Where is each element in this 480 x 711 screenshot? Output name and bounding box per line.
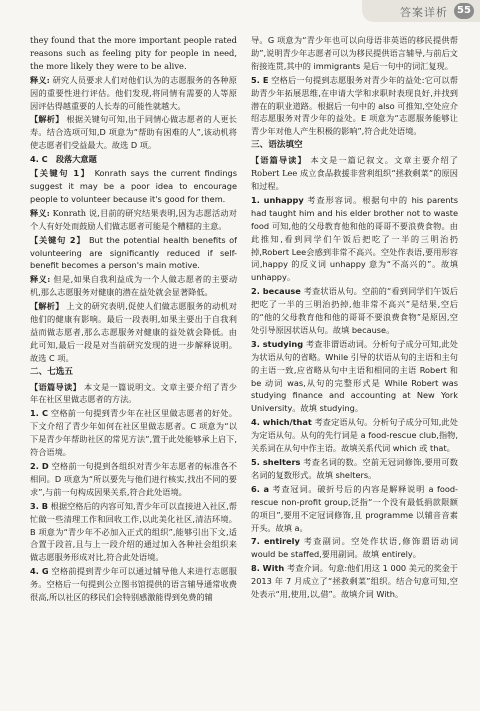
paragraph-text: Konrath 说,目前的研究结果表明,因为志愿活动对个人有好处而鼓励人们做志愿者可能是个糟糕的主意。 (30, 207, 237, 231)
paragraph-text: 根据空格后的内容可知,青少年可以直接进入社区,帮忙做一些清理工作和回收工作,以此美化社区,清洁环境。B 项意为“青少年不必加入正式的组织”,能够引出下文,适合置于段首,且与上一段介绍的通过加入各种社会组织来做志愿服务形成对比,符合此处语境。 (30, 500, 237, 563)
explanation-paragraph (251, 456, 458, 482)
paragraph-label: 4. which/that (251, 417, 312, 428)
paragraph-text: 考查介词。句意:他们用这 1 000 美元的奖金于 2013 年 7 月成立了“拯救剩菜”组织。结合句意可知,空处表示“用,使用,以,借”。故填介词 With。 (251, 563, 458, 600)
paragraph-text: 考查定语从句。分析句子成分可知,此处为定语从句。从句的先行词是 a food-rescue club,指物,关系词在从句中作主语。故填关系代词 which 或 that。 (251, 417, 458, 454)
paragraph-label: 释义: (30, 274, 51, 285)
header-title: 答案详析 (400, 6, 448, 19)
left-column (30, 34, 237, 704)
paragraph-label: 2. because (251, 286, 301, 297)
page-header (360, 0, 480, 22)
explanation-paragraph (251, 416, 458, 455)
paragraph-text: Konrath says the current findings suggest it may be a poor idea to encourage people to volunteer because it's good for them. (30, 168, 237, 204)
paragraph-text: 本文是一篇说明文。文章主要介绍了青少年在社区里做志愿者的方法。 (30, 381, 237, 405)
paragraph-label: 5. E (251, 74, 269, 85)
page-number: 55 (454, 3, 474, 19)
explanation-paragraph (30, 113, 237, 152)
explanation-paragraph (30, 300, 237, 365)
paragraph-text: 考查名词的数。空前无冠词修饰,要用可数名词的复数形式。故填 shelters。 (251, 457, 458, 480)
paragraph-text: 空格前提到青少年可以通过辅导他人来进行志愿服务。空格后一句提到公立图书馆提供的语言辅导通常收费很高,所以社区的移民们会特别感激能得到免费的辅 (30, 566, 237, 603)
paragraph-text: 研究人员要求人们对他们认为的志愿服务的各种原因的重要性进行评估。他们发现,将同情有需要的人等原因评估得越重要的人长寿的可能性就越大。 (30, 74, 237, 111)
text-columns (30, 34, 458, 704)
question-heading: 4. C 段落大意题 (30, 154, 97, 165)
translation-paragraph (30, 207, 237, 233)
paragraph-text: But the potential health benefits of volunteering are significantly reduced if self-benefit becomes a person's main motive. (30, 234, 237, 271)
translation-paragraph (30, 74, 237, 113)
explanation-paragraph (251, 535, 458, 561)
explanation-paragraph (30, 407, 237, 459)
explanation-paragraph (251, 34, 458, 73)
translation-paragraph (30, 381, 237, 407)
paragraph-text: 考查状语从句。空前的“看到同学们午饭后把吃了一半的三明治扔掉,他非常不高兴”是结果,空后的“他的父母教育他和他的哥哥不要浪费食物”是原因,空处引导原因状语从句。故填 because。 (251, 286, 458, 335)
paragraph-label: 1. C (30, 408, 48, 419)
paragraph-label: 【语篇导读】 (251, 155, 307, 166)
paragraph-label: 【关键句 1】 (30, 168, 91, 179)
paragraph-label: 3. studying (251, 338, 304, 349)
translation-paragraph (251, 154, 458, 193)
paragraph-label: 5. shelters (251, 457, 301, 467)
paragraph-text: 空格前一句提到青少年在社区里做志愿者的好处。下文介绍了青少年如何在社区里做志愿者。C 项意为“以下是青少年帮助社区的常见方法”,置于此处能够承上启下,符合语境。 (30, 408, 237, 458)
paragraph-text: 但是,如果自我利益成为一个人做志愿者的主要动机,那么志愿服务对健康的潜在益处就会显著降低。 (30, 274, 237, 298)
paragraph-text: 上文的研究表明,促使人们做志愿服务的动机对他们的健康有影响。最后一段表明,如果主要出于自我利益而做志愿者,那么志愿服务对健康的益处就会降低。由此可知,最后一段是对当前研究发现的进一步解释说明。故选 C 项。 (30, 301, 237, 363)
explanation-paragraph (251, 194, 458, 284)
paragraph-label: 释义: (30, 207, 50, 218)
explanation-paragraph (30, 167, 237, 206)
explanation-paragraph (251, 74, 458, 139)
paragraph-label: 【解析】 (30, 114, 64, 125)
translation-paragraph (30, 273, 237, 299)
explanation-paragraph (251, 562, 458, 601)
paragraph-label: 【解析】 (30, 301, 64, 312)
paragraph-text: 导。G 项意为“青少年也可以向母语非英语的移民提供帮助”,说明青少年志愿者可以为移民提供语言辅导,与前后文衔接连贯,其中的 immigrants 是后一句中的词汇复现。 (251, 35, 458, 71)
paragraph-label: 2. D (30, 461, 49, 471)
paragraph-label: 【关键句 2】 (30, 234, 86, 245)
paragraph-text: 考查形容词。根据句中的 his parents had taught him and his elder brother not to waste food 可知,他的父母教育他和他的哥哥不要浪费食物。由此推知,看到同学们午饭后把吃了一半的三明治扔掉,Robert Lee会感到非常不高兴。空处作表语,要用形容词,happy 的反义词 unhappy 意为“不高兴的”。故填 unhappy。 (251, 194, 458, 283)
paragraph-text: 考查非谓语动词。分析句子成分可知,此处为状语从句的省略。While 引导的状语从句的主语和主句的主语一致,应省略从句中主语和相同的主语 Robert 和 be 动词 was,从句的完整形式是 While Robert was studying finance and accounting at New York University。故填 studying。 (251, 338, 458, 414)
paragraph-text: 根据关键句可知,出于同情心做志愿者的人更长寿。结合选项可知,D 项意为“帮助有困难的人”,该动机将使志愿者们受益最大。故选 D 项。 (30, 114, 237, 151)
paragraph-label: 释义: (30, 74, 50, 85)
explanation-paragraph (30, 460, 237, 499)
explanation-paragraph (251, 483, 458, 535)
paragraph-label: 1. unhappy (251, 194, 304, 205)
paragraph-label: 8. With (251, 563, 285, 574)
paragraph-label: 4. G (30, 566, 49, 577)
section-heading: 三、语法填空 (251, 140, 303, 151)
english-passage: they found that the more important people rated reasons such as feeling pity for people in need, the more likely they were to be alive. (30, 35, 237, 71)
explanation-paragraph (30, 500, 237, 565)
explanation-paragraph (30, 565, 237, 604)
right-column (251, 34, 458, 704)
paragraph-text: 本文是一篇记叙文。文章主要介绍了 Robert Lee 成立食品救援非营利组织“拯救剩菜”的原因和过程。 (251, 155, 458, 191)
paragraph-label: 6. a (251, 483, 269, 494)
paragraph-text: 空格前一句提到各组织对青少年志愿者的标准各不相同。D 项意为“所以要先与他们进行核实,找出不同的要求”,与前一句构成因果关系,符合此处语境。 (30, 461, 237, 497)
paragraph-text: 考查冠词。破折号后的内容是解释说明 a food-rescue non-profit group,泛指“一个没有最低捐款限额的项目”,要用不定冠词修饰,且 programme 以辅音音素开头。故填 a。 (251, 483, 458, 533)
paragraph-label: 【语篇导读】 (30, 381, 82, 392)
paragraph-text: 考查副词。空处作状语,修饰谓语动词 would be staffed,要用副词。故填 entirely。 (251, 536, 458, 560)
paragraph-label: 3. B (30, 500, 48, 511)
paragraph-text: 空格后一句提到志愿服务对青少年的益处:它可以帮助青少年拓展思维,在申请大学和求职时表现良好,并找到潜在的职业道路。根据后一句中的 also 可推知,空处应介绍志愿服务对青少年的益处。E 项意为“志愿服务能够让青少年对他人产生积极的影响”,符合此处语境。 (251, 74, 458, 137)
paragraph-label: 7. entirely (251, 536, 300, 547)
explanation-paragraph (251, 285, 458, 337)
section-heading: 二、七选五 (30, 366, 73, 377)
explanation-paragraph (251, 338, 458, 415)
explanation-paragraph (30, 234, 237, 273)
